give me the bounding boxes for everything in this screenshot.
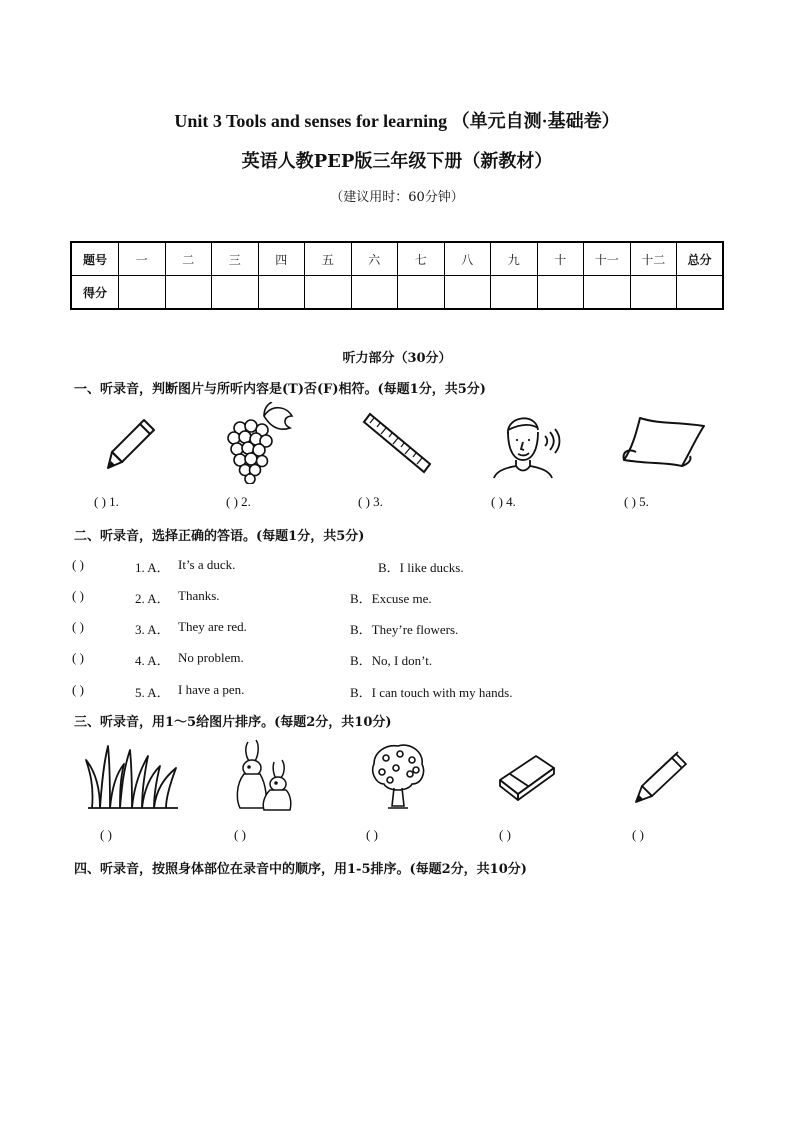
option-a: They are red. (178, 619, 247, 634)
score-cell[interactable] (677, 276, 724, 310)
column-header: 一 (119, 242, 166, 276)
option-b: B．No, I don’t. (350, 653, 433, 668)
option-a: No problem. (178, 650, 244, 665)
score-cell[interactable] (165, 276, 212, 310)
column-header: 四 (258, 242, 305, 276)
score-cell[interactable] (584, 276, 631, 310)
column-header: 三 (212, 242, 259, 276)
option-b: B．I like ducks. (378, 560, 464, 575)
part3-title: 三、听录音，用1～5给图片排序。(每题2分，共10分) (74, 715, 392, 730)
answer-blank[interactable]: ( ) 1. (94, 494, 119, 509)
answer-blank[interactable]: ( ) (499, 827, 511, 842)
eraser-icon (496, 750, 560, 802)
answer-blank[interactable]: ( ) 4. (491, 494, 516, 509)
column-header: 二 (165, 242, 212, 276)
score-cell[interactable] (444, 276, 491, 310)
listening-heading: 听力部分（30分） (342, 351, 452, 366)
answer-blank[interactable]: ( ) (72, 588, 84, 603)
score-cell[interactable] (119, 276, 166, 310)
score-cell[interactable] (491, 276, 538, 310)
pencil-icon (100, 412, 162, 474)
answer-blank[interactable]: ( ) (366, 827, 378, 842)
question-number: 3. A． (135, 622, 170, 637)
answer-blank[interactable]: ( ) 5. (624, 494, 649, 509)
pencil-icon (632, 750, 690, 806)
option-b: B．Excuse me. (350, 591, 432, 606)
score-cell[interactable] (305, 276, 352, 310)
question-row (72, 619, 732, 639)
score-cell[interactable] (351, 276, 398, 310)
answer-blank[interactable]: ( ) 3. (358, 494, 383, 509)
score-cell[interactable] (537, 276, 584, 310)
question-row (72, 650, 732, 670)
grapes-icon (220, 402, 300, 484)
answer-blank[interactable]: ( ) 2. (226, 494, 251, 509)
option-a: It’s a duck. (178, 557, 236, 572)
person-speaking-icon (490, 408, 566, 480)
question-row (72, 588, 732, 608)
question-number: 2. A． (135, 591, 170, 606)
score-table (70, 241, 724, 310)
column-header: 六 (351, 242, 398, 276)
question-number: 4. A． (135, 653, 170, 668)
score-cell[interactable] (398, 276, 445, 310)
column-header: 七 (398, 242, 445, 276)
part1-title: 一、听录音，判断图片与所听内容是(T)否(F)相符。(每题1分，共5分) (74, 382, 486, 397)
answer-blank[interactable]: ( ) (100, 827, 112, 842)
answer-blank[interactable]: ( ) (234, 827, 246, 842)
option-a: I have a pen. (178, 682, 245, 697)
row-label-score: 得分 (71, 276, 119, 310)
score-table-header-row (71, 242, 723, 276)
part2-title: 二、听录音，选择正确的答语。(每题1分，共5分) (74, 529, 365, 544)
part4-title: 四、听录音，按照身体部位在录音中的顺序，用1-5排序。(每题2分，共10分) (74, 862, 527, 877)
column-header: 十一 (584, 242, 631, 276)
question-number: 5. A． (135, 685, 170, 700)
worksheet-subtitle: 英语人教PEP版三年级下册（新教材） (241, 151, 553, 172)
answer-blank[interactable]: ( ) (632, 827, 644, 842)
ruler-icon (360, 410, 436, 478)
score-cell[interactable] (630, 276, 677, 310)
question-row (72, 557, 732, 577)
time-note: （建议用时：60分钟） (330, 190, 464, 205)
answer-blank[interactable]: ( ) (72, 682, 84, 697)
question-number: 1. A． (135, 560, 170, 575)
column-header: 十 (537, 242, 584, 276)
option-a: Thanks. (178, 588, 220, 603)
score-cell[interactable] (258, 276, 305, 310)
answer-blank[interactable]: ( ) (72, 557, 84, 572)
option-b: B．They’re flowers. (350, 622, 459, 637)
column-header: 十二 (630, 242, 677, 276)
answer-blank[interactable]: ( ) (72, 619, 84, 634)
row-label-question: 题号 (71, 242, 119, 276)
column-header: 八 (444, 242, 491, 276)
answer-blank[interactable]: ( ) (72, 650, 84, 665)
score-cell[interactable] (212, 276, 259, 310)
column-header: 五 (305, 242, 352, 276)
apple-tree-icon (368, 740, 428, 814)
score-table-score-row (71, 276, 723, 310)
column-header: 九 (491, 242, 538, 276)
worksheet-title: Unit 3 Tools and senses for learning （单元自测·基础卷） (174, 111, 620, 131)
option-b: B．I can touch with my hands. (350, 685, 513, 700)
question-row (72, 682, 732, 702)
rabbits-icon (230, 738, 296, 814)
grass-icon (84, 742, 182, 810)
paper-icon (618, 414, 708, 472)
column-header: 总分 (677, 242, 724, 276)
